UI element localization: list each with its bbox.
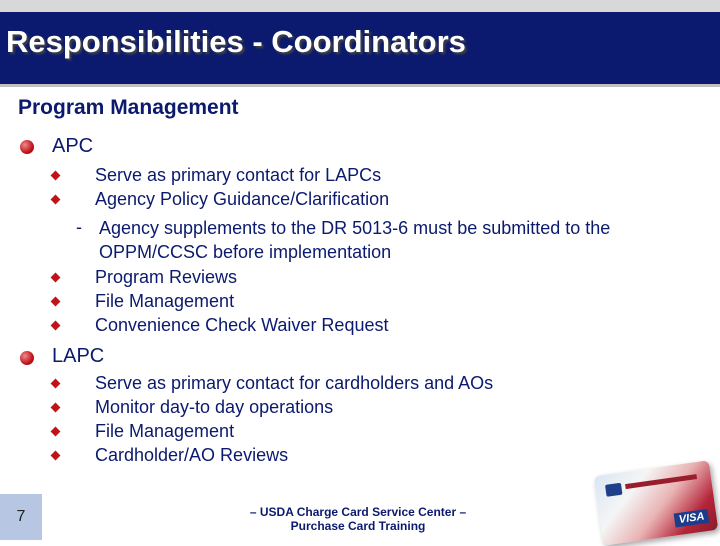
section-label-lapc: LAPC: [52, 345, 105, 367]
section-bullet-icon: [20, 140, 34, 154]
section-bullet-icon: [20, 351, 34, 365]
section-label-apc: APC: [52, 135, 94, 157]
list-item: Convenience Check Waiver Request: [95, 315, 389, 335]
footer-line-1: – USDA Charge Card Service Center –: [249, 505, 467, 519]
diamond-bullet-icon: [51, 403, 61, 413]
sub-list-item: Agency supplements to the DR 5013-6 must be submitted to the OPPM/CCSC before implementation: [99, 218, 611, 262]
dash-bullet-icon: -: [76, 217, 82, 237]
diamond-bullet-icon: [51, 195, 61, 205]
list-item: Agency Policy Guidance/Clarification: [95, 189, 390, 209]
footer-text: [238, 505, 478, 533]
list-item: Serve as primary contact for cardholders and AOs: [95, 373, 494, 393]
subtitle: Program Management: [18, 96, 239, 119]
list-item: Program Reviews: [95, 267, 238, 287]
diamond-bullet-icon: [51, 273, 61, 283]
card-band: [625, 474, 697, 489]
diamond-bullet-icon: [51, 379, 61, 389]
title-underline: [0, 84, 720, 87]
card-chip-icon: [605, 483, 623, 497]
list-item: Monitor day-to day operations: [95, 397, 334, 417]
diamond-bullet-icon: [51, 297, 61, 307]
list-item: Serve as primary contact for LAPCs: [95, 165, 382, 185]
footer-line-2: Purchase Card Training: [290, 519, 426, 533]
diamond-bullet-icon: [51, 171, 61, 181]
list-item: Cardholder/AO Reviews: [95, 445, 289, 465]
list-item: File Management: [95, 291, 235, 311]
purchase-card-image: [594, 460, 719, 545]
diamond-bullet-icon: [51, 321, 61, 331]
diamond-bullet-icon: [51, 451, 61, 461]
page-number: 7: [16, 508, 26, 525]
diamond-bullet-icon: [51, 427, 61, 437]
list-item: File Management: [95, 421, 235, 441]
visa-logo: VISA: [674, 509, 709, 528]
page-title: Responsibilities - Coordinators: [6, 24, 466, 59]
